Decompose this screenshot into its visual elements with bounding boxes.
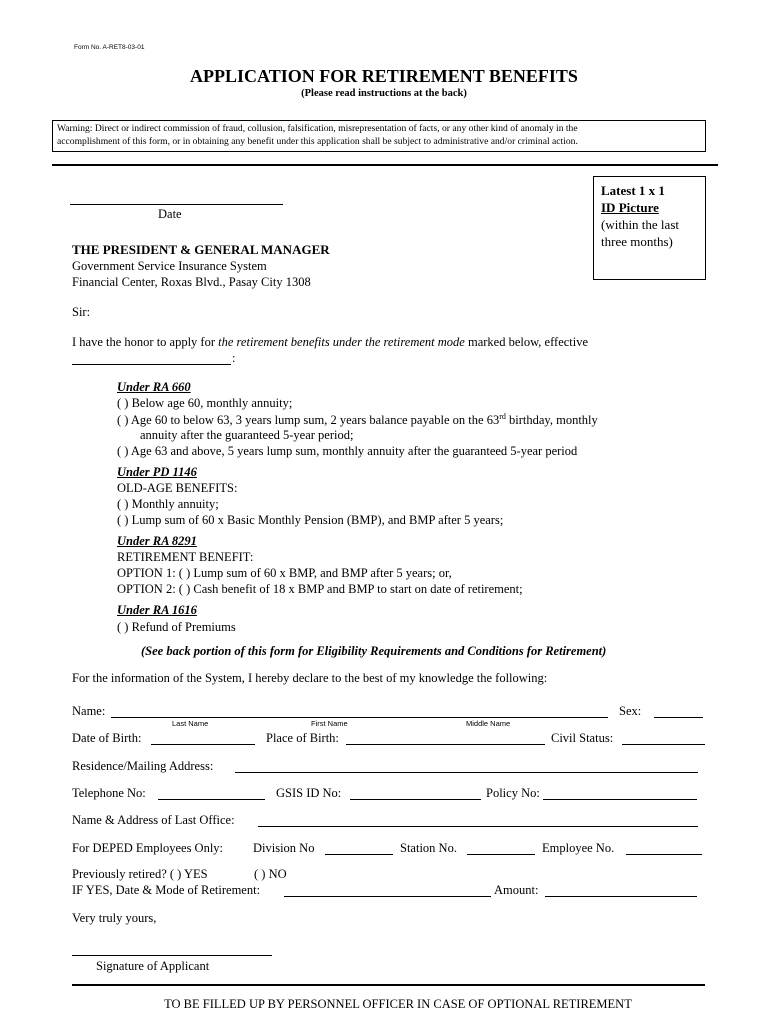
header-divider bbox=[52, 164, 718, 166]
page-subtitle: (Please read instructions at the back) bbox=[301, 88, 467, 99]
id-picture-label-1: Latest 1 x 1 bbox=[601, 183, 665, 198]
deped-label: For DEPED Employees Only: bbox=[72, 841, 224, 855]
division-label: Division No bbox=[253, 841, 315, 855]
civil-status-field[interactable] bbox=[622, 744, 705, 745]
intro-italic: the retirement benefits under the retirement mode bbox=[218, 335, 465, 349]
amount-field[interactable] bbox=[545, 896, 697, 897]
warning-text-line1: Warning: Direct or indirect commission of fraud, collusion, falsification, misrepresentation of facts, or any other kind of anomaly in the bbox=[57, 123, 578, 134]
salutation: Sir: bbox=[72, 305, 91, 319]
footer-note: TO BE FILLED UP BY PERSONNEL OFFICER IN CASE OF OPTIONAL RETIREMENT bbox=[164, 997, 632, 1011]
signature-field[interactable] bbox=[72, 955, 272, 956]
date-field[interactable] bbox=[70, 204, 283, 205]
gsis-id-field[interactable] bbox=[350, 799, 481, 800]
closing-text: Very truly yours, bbox=[72, 911, 157, 925]
policy-no-label: Policy No: bbox=[486, 786, 540, 800]
division-field[interactable] bbox=[325, 854, 393, 855]
last-office-label: Name & Address of Last Office: bbox=[72, 813, 235, 827]
gsis-id-label: GSIS ID No: bbox=[276, 786, 342, 800]
ra8291-option-2[interactable]: OPTION 2: ( ) Cash benefit of 18 x BMP and BMP to start on date of retirement; bbox=[117, 582, 523, 596]
ra660-option-2-cont: annuity after the guaranteed 5-year period; bbox=[140, 428, 354, 442]
previously-retired-yes[interactable]: Previously retired? ( ) YES bbox=[72, 867, 208, 881]
last-name-caption: Last Name bbox=[172, 719, 209, 728]
if-yes-label: IF YES, Date & Mode of Retirement: bbox=[72, 883, 261, 897]
intro-post: marked below, effective bbox=[464, 335, 589, 349]
policy-no-field[interactable] bbox=[543, 799, 697, 800]
id-picture-label-3: (within the last bbox=[601, 217, 679, 232]
signature-label: Signature of Applicant bbox=[96, 959, 210, 973]
see-back-note: (See back portion of this form for Eligibility Requirements and Conditions for Retirement) bbox=[141, 644, 607, 658]
ra660-option-3[interactable]: ( ) Age 63 and above, 5 years lump sum, monthly annuity after the guaranteed 5-year period bbox=[117, 444, 578, 458]
addressee-org: Government Service Insurance System bbox=[72, 259, 267, 273]
ra8291-heading: Under RA 8291 bbox=[117, 534, 197, 548]
middle-name-caption: Middle Name bbox=[466, 719, 511, 728]
ra8291-option-1[interactable]: OPTION 1: ( ) Lump sum of 60 x BMP, and BMP after 5 years; or, bbox=[117, 566, 452, 580]
if-yes-field[interactable] bbox=[284, 896, 491, 897]
dob-field[interactable] bbox=[151, 744, 255, 745]
telephone-field[interactable] bbox=[158, 799, 265, 800]
employee-no-field[interactable] bbox=[626, 854, 702, 855]
ra660-option-2-post: birthday, monthly bbox=[505, 413, 598, 428]
pob-label: Place of Birth: bbox=[266, 731, 339, 745]
intro-colon: : bbox=[232, 351, 236, 365]
ra1616-option-1[interactable]: ( ) Refund of Premiums bbox=[117, 620, 236, 634]
previously-retired-no[interactable]: ( ) NO bbox=[254, 867, 287, 881]
ra660-option-2-text: ( ) Age 60 to below 63, 3 years lump sum, 2 years balance payable on the 63 bbox=[117, 413, 500, 428]
sex-field[interactable] bbox=[654, 717, 703, 718]
pd1146-option-1[interactable]: ( ) Monthly annuity; bbox=[117, 497, 219, 511]
station-label: Station No. bbox=[400, 841, 457, 855]
residence-field[interactable] bbox=[235, 772, 698, 773]
warning-text-line2: accomplishment of this form, or in obtaining any benefit under this application shall be subject to administrative and/or criminal action. bbox=[57, 136, 578, 147]
station-field[interactable] bbox=[467, 854, 535, 855]
declaration-text: For the information of the System, I hereby declare to the best of my knowledge the following: bbox=[72, 671, 548, 685]
last-office-field[interactable] bbox=[258, 826, 698, 827]
id-picture-label-4: three months) bbox=[601, 234, 673, 249]
name-field[interactable] bbox=[111, 717, 608, 718]
addressee-address: Financial Center, Roxas Blvd., Pasay City 1308 bbox=[72, 275, 311, 289]
first-name-caption: First Name bbox=[311, 719, 348, 728]
id-picture-box[interactable] bbox=[593, 176, 706, 280]
ra660-option-2-sup: rd bbox=[499, 412, 506, 421]
pd1146-heading: Under PD 1146 bbox=[117, 465, 197, 479]
ra8291-label: RETIREMENT BENEFIT: bbox=[117, 550, 254, 564]
date-label: Date bbox=[158, 207, 182, 221]
page-title: APPLICATION FOR RETIREMENT BENEFITS bbox=[190, 66, 578, 86]
telephone-label: Telephone No: bbox=[72, 786, 146, 800]
employee-no-label: Employee No. bbox=[542, 841, 615, 855]
amount-label: Amount: bbox=[494, 883, 539, 897]
civil-status-label: Civil Status: bbox=[551, 731, 614, 745]
id-picture-label-2: ID Picture bbox=[601, 200, 659, 215]
name-label: Name: bbox=[72, 704, 106, 718]
ra660-heading: Under RA 660 bbox=[117, 380, 191, 394]
sex-label: Sex: bbox=[619, 704, 642, 718]
form-number: Form No. A-RET8-03-01 bbox=[74, 44, 145, 51]
dob-label: Date of Birth: bbox=[72, 731, 142, 745]
warning-box bbox=[52, 120, 706, 152]
addressee-title: THE PRESIDENT & GENERAL MANAGER bbox=[72, 242, 330, 257]
pob-field[interactable] bbox=[346, 744, 545, 745]
effective-date-field[interactable] bbox=[72, 364, 231, 365]
ra1616-heading: Under RA 1616 bbox=[117, 603, 197, 617]
intro-pre: I have the honor to apply for bbox=[72, 335, 219, 349]
intro-text bbox=[72, 335, 588, 350]
pd1146-option-2[interactable]: ( ) Lump sum of 60 x Basic Monthly Pension (BMP), and BMP after 5 years; bbox=[117, 513, 504, 527]
pd1146-label: OLD-AGE BENEFITS: bbox=[117, 481, 238, 495]
ra660-option-1[interactable]: ( ) Below age 60, monthly annuity; bbox=[117, 396, 293, 410]
residence-label: Residence/Mailing Address: bbox=[72, 759, 214, 773]
footer-divider bbox=[72, 984, 705, 986]
ra660-option-2[interactable] bbox=[117, 412, 598, 428]
